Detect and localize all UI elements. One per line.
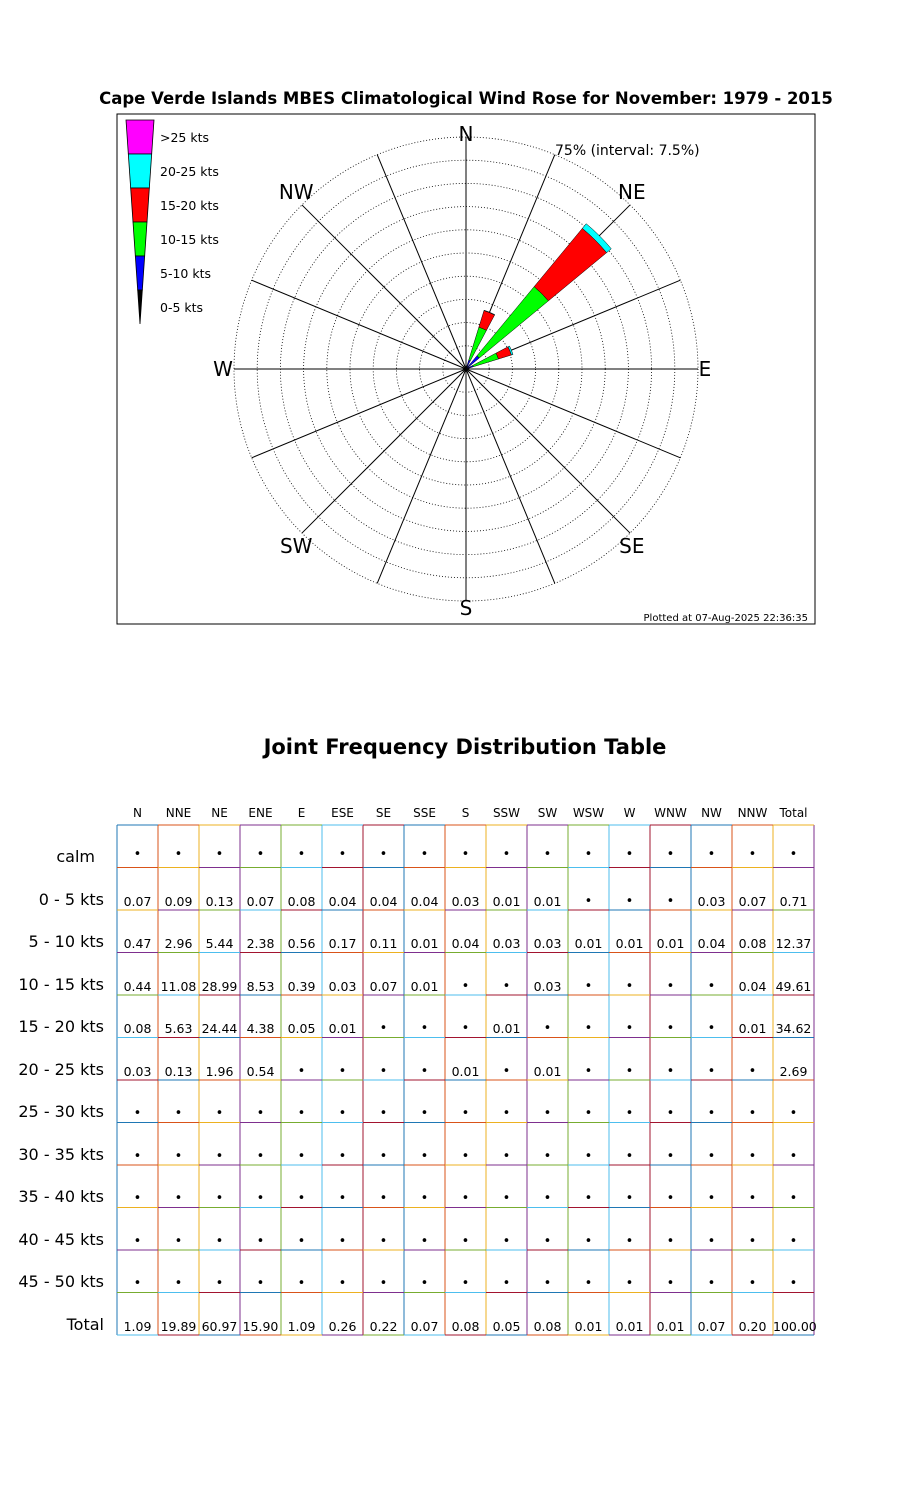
table-cell: • <box>420 1021 429 1036</box>
table-cell: • <box>707 1063 716 1079</box>
table-cell: • <box>748 1148 757 1164</box>
table-cell: 0.01 <box>328 1021 357 1036</box>
table-cell: • <box>297 1191 306 1206</box>
direction-label-ne: NE <box>617 180 646 205</box>
table-cell: 0.08 <box>287 893 316 909</box>
table-cell: 0.01 <box>533 1063 562 1079</box>
table-cell: • <box>502 978 511 994</box>
table-cell: 0.01 <box>492 1021 521 1036</box>
table-cell: • <box>625 847 634 862</box>
column-header-total: Total <box>779 806 808 820</box>
table-cell: • <box>502 1233 511 1249</box>
table-cell: • <box>379 1191 388 1206</box>
table-cell: 1.09 <box>287 1318 316 1334</box>
table-cell: 0.01 <box>574 1318 603 1334</box>
legend-label-1: 20-25 kts <box>160 164 219 179</box>
table-cell: • <box>461 1148 470 1164</box>
table-cell: 0.13 <box>164 1063 193 1079</box>
table-cell: • <box>543 1106 552 1121</box>
table-cell: • <box>502 847 511 862</box>
table-cell: • <box>584 847 593 862</box>
table-cell: • <box>420 847 429 862</box>
table-cell: 0.47 <box>123 936 152 951</box>
table-cell: • <box>174 1276 183 1291</box>
row-label: calm <box>56 847 95 866</box>
table-cell: 0.03 <box>533 936 562 951</box>
table-cell: 0.03 <box>328 978 357 994</box>
table-cell: • <box>625 1191 634 1206</box>
table-cell: • <box>174 847 183 862</box>
table-cell: • <box>461 1106 470 1121</box>
table-cell: • <box>789 1106 798 1121</box>
column-header-nne: NNE <box>165 806 192 820</box>
table-cell: 0.03 <box>123 1063 152 1079</box>
column-header-se: SE <box>375 806 392 820</box>
table-cell: 0.04 <box>451 936 480 951</box>
table-cell: • <box>625 1063 634 1079</box>
table-cell: • <box>748 1233 757 1249</box>
table-cell: 1.96 <box>205 1063 234 1079</box>
table-cell: • <box>133 847 142 862</box>
table-cell: • <box>133 1191 142 1206</box>
table-cell: • <box>666 1276 675 1291</box>
table-cell: • <box>666 893 675 909</box>
table-cell: • <box>133 1148 142 1164</box>
table-cell: 0.01 <box>656 936 685 951</box>
table-cell: 49.61 <box>775 978 812 994</box>
table-cell: 0.07 <box>369 978 398 994</box>
table-cell: 0.04 <box>410 893 439 909</box>
column-header-nnw: NNW <box>737 806 768 820</box>
table-cell: • <box>338 1233 347 1249</box>
table-cell: • <box>379 1148 388 1164</box>
table-cell: • <box>461 1191 470 1206</box>
column-header-ese: ESE <box>331 806 354 820</box>
table-cell: • <box>215 1106 224 1121</box>
table-cell: • <box>584 1191 593 1206</box>
direction-label-se: SE <box>619 533 645 558</box>
table-cell: • <box>461 847 470 862</box>
table-cell: • <box>379 1063 388 1079</box>
table-cell: • <box>584 978 593 994</box>
table-cell: 0.01 <box>656 1318 685 1334</box>
table-cell: • <box>666 1148 675 1164</box>
table-cell: • <box>584 1148 593 1164</box>
plot-timestamp: Plotted at 07-Aug-2025 22:36:35 <box>643 613 808 624</box>
table-cell: • <box>707 978 716 994</box>
table-cell: • <box>297 1233 306 1249</box>
table-cell: • <box>379 1021 388 1036</box>
table-cell: • <box>133 1233 142 1249</box>
table-cell: • <box>338 1148 347 1164</box>
table-cell: • <box>502 1106 511 1121</box>
table-cell: 0.08 <box>738 936 767 951</box>
row-label: 15 - 20 kts <box>18 1017 104 1036</box>
table-cell: 0.01 <box>574 936 603 951</box>
table-cell: 0.56 <box>287 936 316 951</box>
table-cell: 8.53 <box>246 978 275 994</box>
table-cell: • <box>584 1106 593 1121</box>
row-label: 45 - 50 kts <box>18 1272 104 1291</box>
table-cell: • <box>461 978 470 994</box>
table-title: Joint Frequency Distribution Table <box>263 735 667 759</box>
table-cell: • <box>707 1276 716 1291</box>
table-cell: 0.07 <box>246 893 275 909</box>
table-cell: • <box>707 1148 716 1164</box>
direction-label-sw: SW <box>279 533 313 558</box>
table-cell: 0.01 <box>533 893 562 909</box>
table-cell: • <box>707 847 716 862</box>
table-cell: • <box>748 1106 757 1121</box>
table-cell: • <box>338 1063 347 1079</box>
table-cell: 0.05 <box>287 1021 316 1036</box>
table-cell: • <box>502 1276 511 1291</box>
table-cell: 2.38 <box>246 936 275 951</box>
table-cell: • <box>297 847 306 862</box>
direction-label-w: W <box>213 357 233 381</box>
table-cell: 0.04 <box>328 893 357 909</box>
table-cell: • <box>666 1021 675 1036</box>
table-cell: 0.26 <box>328 1318 357 1334</box>
direction-label-s: S <box>459 596 473 620</box>
table-cell: • <box>215 1276 224 1291</box>
table-cell: • <box>379 847 388 862</box>
table-cell: 0.01 <box>410 936 439 951</box>
table-cell: 0.07 <box>410 1318 439 1334</box>
table-cell: • <box>338 847 347 862</box>
table-cell: • <box>174 1191 183 1206</box>
table-cell: • <box>502 1063 511 1079</box>
table-cell: • <box>297 1063 306 1079</box>
legend-label-5: 0-5 kts <box>160 300 204 315</box>
table-cell: • <box>297 1106 306 1121</box>
table-cell: • <box>625 893 634 909</box>
legend-label-2: 15-20 kts <box>160 198 219 213</box>
table-cell: 0.07 <box>123 893 152 909</box>
table-cell: • <box>543 1233 552 1249</box>
table-cell: 0.07 <box>738 893 767 909</box>
table-cell: • <box>256 1148 265 1164</box>
table-cell: 5.44 <box>205 936 234 951</box>
row-label: 20 - 25 kts <box>18 1059 104 1079</box>
table-cell: • <box>338 1106 347 1121</box>
column-header-n: N <box>133 806 142 820</box>
column-header-wsw: WSW <box>572 806 605 820</box>
table-cell: 0.44 <box>123 978 152 994</box>
table-cell: • <box>543 1021 552 1036</box>
legend-label-0: >25 kts <box>160 130 210 145</box>
table-cell: • <box>666 1191 675 1206</box>
table-cell: 0.08 <box>533 1318 562 1334</box>
table-cell: • <box>420 1063 429 1079</box>
column-header-ssw: SSW <box>492 806 521 820</box>
table-cell: • <box>625 1021 634 1036</box>
direction-label-nw: NW <box>278 180 314 205</box>
table-cell: • <box>707 1233 716 1249</box>
table-cell: 0.13 <box>205 893 234 909</box>
table-cell: • <box>256 847 265 862</box>
table-cell: • <box>666 1233 675 1249</box>
table-cell: • <box>502 1148 511 1164</box>
table-cell: • <box>338 1276 347 1291</box>
table-cell: • <box>215 1233 224 1249</box>
table-cell: • <box>256 1276 265 1291</box>
column-header-wnw: WNW <box>654 806 687 820</box>
table-cell: 2.96 <box>164 936 193 951</box>
row-label: 0 - 5 kts <box>38 889 104 909</box>
column-header-s: S <box>461 806 470 820</box>
table-cell: • <box>379 1233 388 1249</box>
table-cell: • <box>174 1233 183 1249</box>
table-cell: 0.03 <box>533 978 562 994</box>
table-cell: • <box>338 1191 347 1206</box>
column-header-nw: NW <box>701 806 722 820</box>
table-cell: • <box>379 1106 388 1121</box>
table-cell: • <box>461 1021 470 1036</box>
table-cell: 0.01 <box>492 893 521 909</box>
table-cell: • <box>256 1106 265 1121</box>
table-cell: 34.62 <box>775 1021 812 1036</box>
legend-label-4: 5-10 kts <box>160 266 211 281</box>
table-cell: 28.99 <box>201 978 238 994</box>
wind-rose-title: Cape Verde Islands MBES Climatological Wind Rose for November: 1979 - 2015 <box>99 89 833 108</box>
column-header-sw: SW <box>537 806 558 820</box>
table-cell: 19.89 <box>160 1318 197 1334</box>
table-cell: • <box>584 1276 593 1291</box>
table-cell: • <box>420 1191 429 1206</box>
row-label: 10 - 15 kts <box>18 974 104 994</box>
column-header-sse: SSE <box>413 806 436 820</box>
table-cell: 0.04 <box>738 978 767 994</box>
table-cell: • <box>543 1148 552 1164</box>
table-cell: 0.39 <box>287 978 316 994</box>
table-cell: • <box>748 1191 757 1206</box>
table-cell: • <box>748 1063 757 1079</box>
table-cell: 11.08 <box>160 978 197 994</box>
column-header-ene: ENE <box>248 806 273 820</box>
table-cell: 0.03 <box>697 893 726 909</box>
table-cell: • <box>215 1191 224 1206</box>
table-cell: 4.38 <box>246 1021 275 1036</box>
table-cell: • <box>420 1106 429 1121</box>
table-cell: • <box>584 1021 593 1036</box>
table-cell: 0.08 <box>451 1318 480 1334</box>
table-cell: • <box>543 1191 552 1206</box>
row-label: 5 - 10 kts <box>28 932 104 951</box>
table-cell: • <box>789 1233 798 1249</box>
table-cell: • <box>133 1276 142 1291</box>
table-cell: 0.01 <box>451 1063 480 1079</box>
table-cell: • <box>789 1148 798 1164</box>
table-cell: 0.01 <box>615 936 644 951</box>
table-cell: • <box>420 1233 429 1249</box>
table-cell: • <box>789 847 798 862</box>
table-cell: • <box>297 1276 306 1291</box>
row-label: 30 - 35 kts <box>18 1144 104 1164</box>
table-cell: • <box>297 1148 306 1164</box>
direction-label-n: N <box>458 122 474 146</box>
table-cell: • <box>215 847 224 862</box>
table-cell: 0.04 <box>697 936 726 951</box>
table-cell: 60.97 <box>201 1318 238 1334</box>
table-cell: 0.71 <box>779 893 808 909</box>
column-header-w: W <box>623 806 636 820</box>
table-cell: • <box>256 1233 265 1249</box>
row-label: 25 - 30 kts <box>18 1102 104 1121</box>
table-cell: • <box>215 1148 224 1164</box>
table-cell: • <box>174 1148 183 1164</box>
row-label: 35 - 40 kts <box>18 1187 104 1206</box>
table-cell: 0.07 <box>697 1318 726 1334</box>
table-cell: 5.63 <box>164 1021 193 1036</box>
table-cell: • <box>379 1276 388 1291</box>
table-cell: • <box>256 1191 265 1206</box>
column-header-e: E <box>297 806 306 820</box>
table-cell: • <box>625 1276 634 1291</box>
table-cell: • <box>707 1106 716 1121</box>
table-cell: 1.09 <box>123 1318 152 1334</box>
table-cell: • <box>625 1106 634 1121</box>
table-cell: 0.01 <box>738 1021 767 1036</box>
table-cell: • <box>666 847 675 862</box>
direction-label-e: E <box>698 357 712 381</box>
table-cell: • <box>625 1148 634 1164</box>
row-label: 40 - 45 kts <box>18 1229 104 1249</box>
table-cell: • <box>502 1191 511 1206</box>
table-cell: • <box>707 1021 716 1036</box>
table-cell: 0.05 <box>492 1318 521 1334</box>
table-cell: 0.09 <box>164 893 193 909</box>
table-cell: 12.37 <box>775 936 812 951</box>
table-cell: • <box>420 1148 429 1164</box>
table-cell: • <box>625 978 634 994</box>
table-cell: • <box>666 1063 675 1079</box>
table-cell: • <box>461 1276 470 1291</box>
table-cell: 24.44 <box>201 1021 238 1036</box>
table-cell: 0.01 <box>410 978 439 994</box>
table-cell: 0.20 <box>738 1318 767 1334</box>
table-cell: • <box>543 847 552 862</box>
table-cell: • <box>748 1276 757 1291</box>
table-cell: • <box>707 1191 716 1206</box>
table-cell: 0.54 <box>246 1063 275 1079</box>
table-cell: 0.11 <box>369 936 398 951</box>
table-cell: 0.22 <box>369 1318 398 1334</box>
table-cell: 0.03 <box>492 936 521 951</box>
table-cell: 0.01 <box>615 1318 644 1334</box>
table-cell: • <box>584 1063 593 1079</box>
row-label: Total <box>66 1314 104 1334</box>
table-cell: • <box>625 1233 634 1249</box>
ring-interval-label: 75% (interval: 7.5%) <box>555 143 700 159</box>
table-cell: • <box>133 1106 142 1121</box>
table-cell: 2.69 <box>779 1063 808 1079</box>
table-cell: • <box>666 978 675 994</box>
legend-label-3: 10-15 kts <box>160 232 219 247</box>
table-cell: 15.90 <box>242 1318 279 1334</box>
table-cell: • <box>748 847 757 862</box>
table-cell: 0.03 <box>451 893 480 909</box>
column-header-ne: NE <box>211 806 228 820</box>
table-cell: • <box>174 1106 183 1121</box>
table-cell: 0.17 <box>328 936 357 951</box>
table-cell: • <box>789 1276 798 1291</box>
table-cell: 100.00 <box>773 1318 817 1334</box>
table-cell: 0.08 <box>123 1021 152 1036</box>
table-cell: • <box>584 1233 593 1249</box>
table-cell: • <box>543 1276 552 1291</box>
table-cell: • <box>461 1233 470 1249</box>
table-cell: 0.04 <box>369 893 398 909</box>
table-cell: • <box>420 1276 429 1291</box>
table-cell: • <box>584 893 593 909</box>
table-cell: • <box>666 1106 675 1121</box>
table-cell: • <box>789 1191 798 1206</box>
